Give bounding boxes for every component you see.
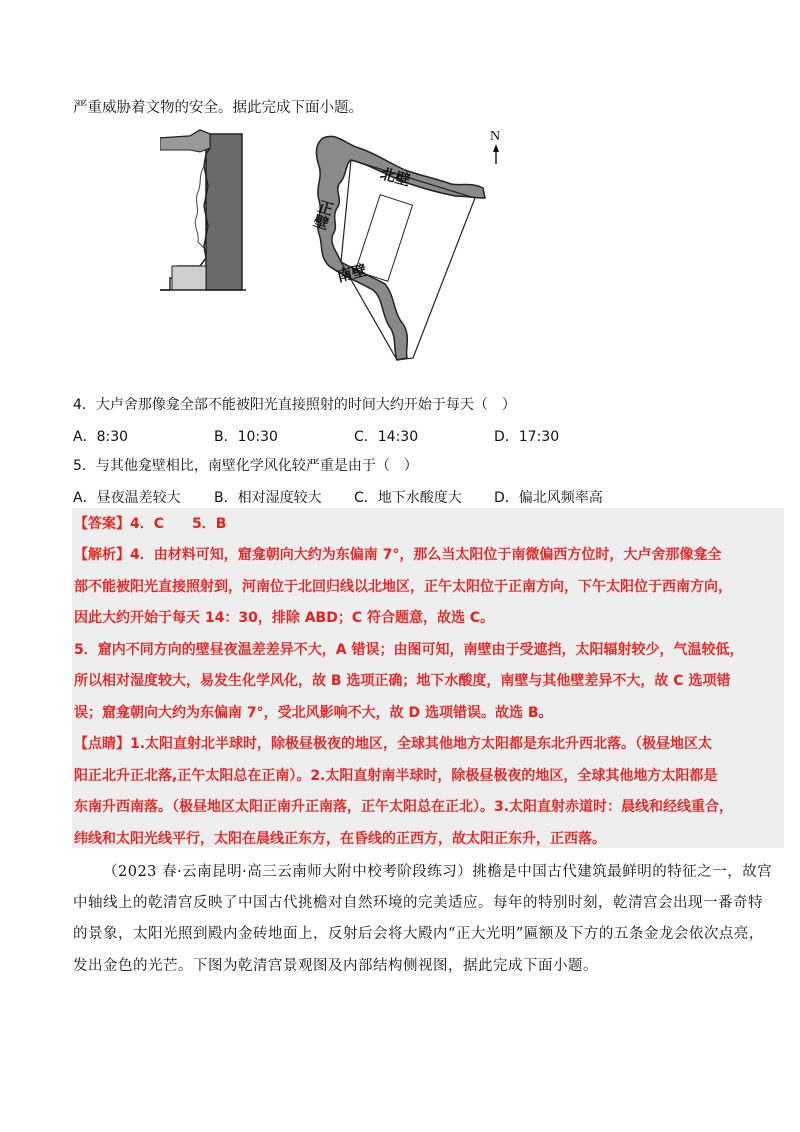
statue-outline [195,166,204,248]
overhang-shade [160,130,210,152]
cliff-rock [206,134,242,290]
tips-line-4: 纬线和太阳光线平行，太阳在晨线正东方，在昏线的正西方，故太阳正东升，正西落。 [74,831,606,847]
q5-option-d: D．偏北风频率高 [494,490,603,506]
passage-line-2: 中轴线上的乾清宫反映了中国古代挑檐对自然环境的完美适应。每年的特别时刻，乾清宫会出现一番奇特 [73,895,763,911]
question-4-stem: 4．大卢舍那像龛全部不能被阳光直接照射的时间大约开始于每天（ ） [73,397,516,413]
tips-line-3: 东南升西南落。（极昼地区太阳正南升正南落，正午太阳总在正北）。3.太阳直射赤道时：晨线和经线重合， [74,799,734,815]
pedestal [172,266,206,290]
answer-label: 【答案】 [74,516,130,532]
passage-line-4: 发出金色的光芒。下图为乾清宫景观图及内部结构侧视图，据此完成下面小题。 [73,958,598,974]
analysis-line-3: 因此大约开始于每天 14：30，排除 ABD；C 符合题意，故选 C。 [74,610,495,626]
q4-option-a: A．8:30 [73,429,129,445]
q5-option-b: B．相对湿度较大 [214,490,322,506]
wall-label-main: 正壁 [309,197,337,232]
analysis-line-5: 所以相对湿度较大，易发生化学风化，故 B 选项正确；地下水酸度，南壁与其他壁差异不大，故 C 选项错 [74,673,731,689]
question-5-stem: 5．与其他龛壁相比，南壁化学风化较严重是由于（ ） [73,458,418,474]
analysis-line-4: 5．窟内不同方向的壁昼夜温差差异不大，A 错误；由图可知，南壁由于受遮挡，太阳辐射较少，气温较低， [74,642,744,658]
cave-plan-view-figure [285,126,505,366]
analysis-line-1: 【解析】4．由材料可知，窟龛朝向大约为东偏南 7°，那么当太阳位于南微偏西方位时，大卢舍那像龛全 [74,547,722,563]
answer-line [74,514,226,534]
q5-option-c: C．地下水酸度大 [354,490,462,506]
answer-text: 4．C 5．B [130,516,227,532]
passage-line-1: （2023 春·云南昆明·高三云南师大附中校考阶段练习）挑檐是中国古代建筑最鲜明的特征之一，故宫 [103,864,773,880]
analysis-label: 【解析】 [74,547,130,563]
passage-line-3: 的景象，太阳光照到殿内金砖地面上，反射后会将大殿内“正大光明”匾额及下方的五条金龙会依次点亮， [73,926,764,942]
analysis-line-6: 误；窟龛朝向大约为东偏南 7°，受北风影响不大，故 D 选项错误。故选 B。 [74,705,553,721]
tips-line-2: 阳正北升正北落,正午太阳总在正南）。2.太阳直射南半球时，除极昼极夜的地区，全球其他地方太阳都是 [74,768,718,784]
wall-label-south: 南壁 [335,260,369,286]
wall-label-north: 北壁 [378,164,413,190]
north-label: N [490,129,501,144]
q5-option-a: A．昼夜温差较大 [73,490,181,506]
intro-line: 严重威胁着文物的安全。据此完成下面小题。 [73,100,363,116]
q4-option-b: B．10:30 [214,429,278,445]
analysis-line-2: 部不能被阳光直接照射到，河南位于北回归线以北地区，正午太阳位于正南方向，下午太阳位于西南方向， [74,579,732,595]
q4-option-d: D．17:30 [494,429,560,445]
cave-side-view-figure [160,126,246,292]
q4-option-c: C．14:30 [354,429,419,445]
tips-line-1: 【点睛】1.太阳直射北半球时，除极昼极夜的地区，全球其他地方太阳都是东北升西北落。（极昼地区太 [74,736,713,752]
tips-label: 【点睛】 [74,736,130,752]
